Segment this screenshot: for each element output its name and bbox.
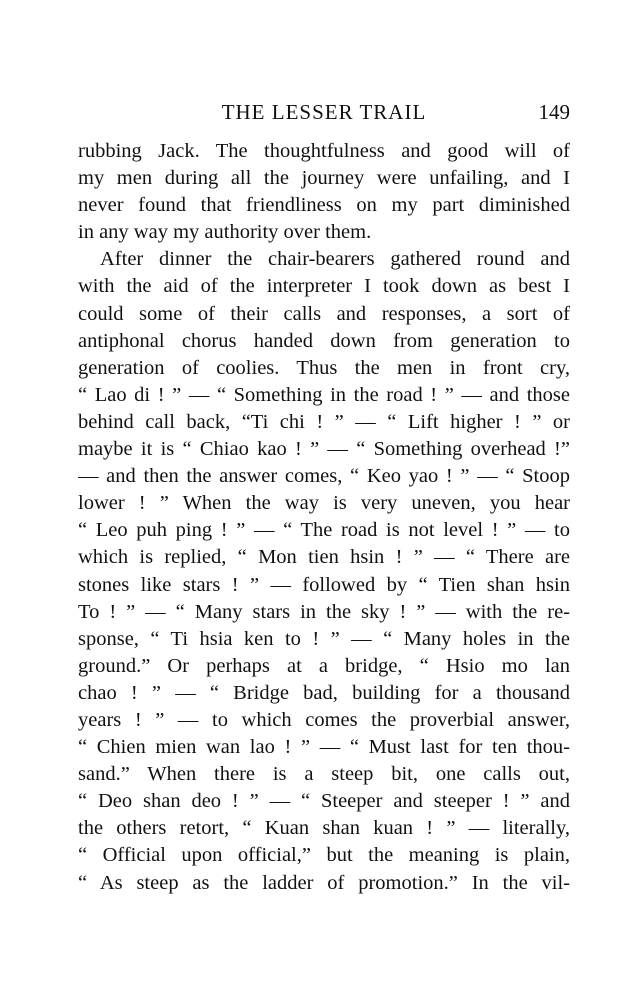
text-line: “ Official upon official,” but the meaning is plain, [78,844,570,867]
text-line: “ Lao di ! ” — “ Something in the road ! ” — and those [78,383,570,406]
text-line: with the aid of the interpreter I took down as best I [78,275,570,298]
text-line: never found that friendliness on my part diminished [78,194,570,217]
text-line: chao ! ” — “ Bridge bad, building for a thousand [78,681,570,704]
running-title: THE LESSER TRAIL [221,100,427,124]
text-line: which is replied, “ Mon tien hsin ! ” — “ There are [78,546,570,569]
text-line: — and then the answer comes, “ Keo yao ! ” — “ Stoop [78,465,570,488]
text-line: stones like stars ! ” — followed by “ Tien shan hsin [78,573,570,596]
text-line: sponse, “ Ti hsia ken to ! ” — “ Many holes in the [78,627,570,650]
text-line: antiphonal chorus handed down from generation to [78,329,570,352]
text-line: “ Leo puh ping ! ” — “ The road is not level ! ” — to [78,519,570,542]
text-line: could some of their calls and responses, a sort of [78,302,570,325]
text-line: years ! ” — to which comes the proverbial answer, [78,708,570,731]
text-line: behind call back, “Ti chi ! ” — “ Lift higher ! ” or [78,410,570,433]
text-line: lower ! ” When the way is very uneven, you hear [78,492,570,515]
text-line: To ! ” — “ Many stars in the sky ! ” — with the re- [78,600,570,623]
body-text [78,138,570,897]
text-line: After dinner the chair-bearers gathered round and [100,248,570,271]
text-line: in any way my authority over them. [78,221,372,244]
text-line: my men during all the journey were unfailing, and I [78,167,570,190]
text-line: sand.” When there is a steep bit, one calls out, [78,763,570,786]
page-number: 149 [538,100,570,124]
page-header [78,98,570,132]
text-line: “ Deo shan deo ! ” — “ Steeper and steeper ! ” and [78,790,570,813]
text-line: maybe it is “ Chiao kao ! ” — “ Something overhead !” [78,438,570,461]
text-line: “ As steep as the ladder of promotion.” In the vil- [78,871,570,894]
text-line: ground.” Or perhaps at a bridge, “ Hsio mo lan [78,654,570,677]
text-line: “ Chien mien wan lao ! ” — “ Must last for ten thou- [78,736,570,759]
text-line: rubbing Jack. The thoughtfulness and good will of [78,140,570,162]
text-line: generation of coolies. Thus the men in front cry, [78,356,570,379]
text-line: the others retort, “ Kuan shan kuan ! ” — literally, [78,817,570,840]
